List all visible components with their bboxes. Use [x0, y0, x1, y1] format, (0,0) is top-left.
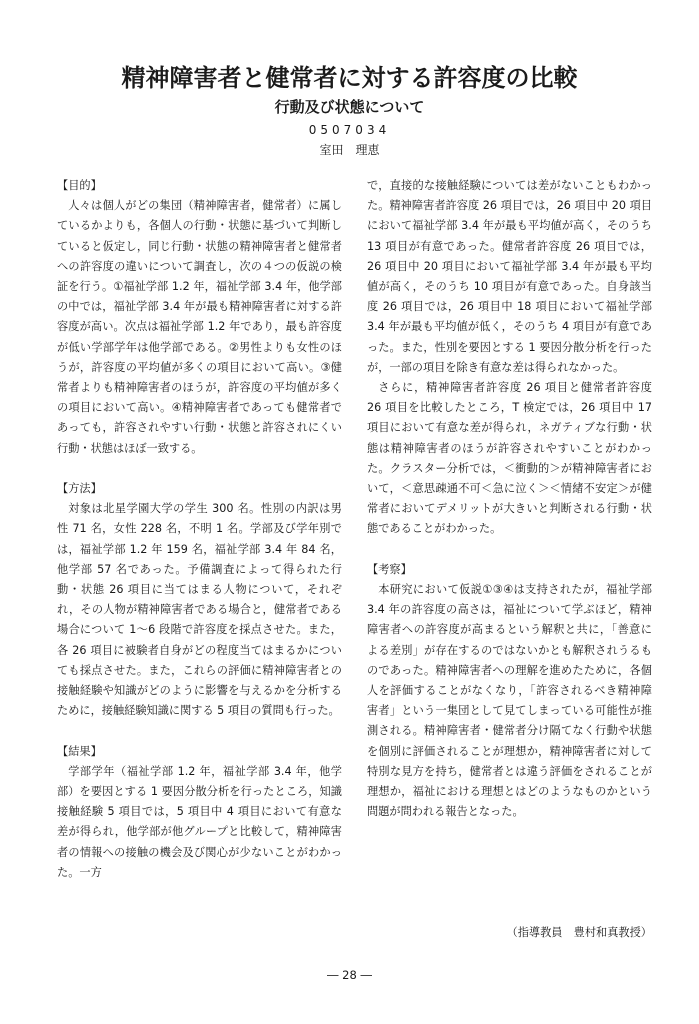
- left-column: [57, 176, 342, 883]
- method-section: [57, 479, 342, 721]
- section-gap: [57, 721, 342, 741]
- result-text: 学部学年（福祉学部 1.2 年，福祉学部 3.4 年，他学部）を要因とする 1 要因分散分析を行ったところ，知識接触経験 5 項目では，5 項目中 4 項目において有意な差が得られ，他学部が他グループと比較して，精神障害者の情報への接触の機会及び関心が少ないことがわかった。一方: [57, 764, 342, 879]
- paper-subtitle: 行動及び状態について: [274, 98, 425, 116]
- purpose-text: 人々は個人がどの集団（精神障害者，健常者）に属しているかよりも，各個人の行動・状態に基づいて判断していると仮定し，同じ行動・状態の精神障害者と健常者への許容度の違いについて調査し，次の４つの仮説の検証を行う。①福祉学部 1.2 年，福祉学部 3.4 年，他学部の中では，福祉学部 3.4 年が最も精神障害者に対する許容度が高い。次点は福祉学部 1.2 年であり，最も許容度が低い学部学年は他学部である。②男性よりも女性のほうが，許容度の平均値が多くの項目において高い。③健常者よりも精神障害者のほうが，許容度の平均値が多くの項目において高い。④精神障害者であっても健常者であっても，許容されやすい行動・状態と許容されにくい行動・状態はほぼ一致する。: [57, 199, 342, 455]
- result-continued: [367, 176, 652, 540]
- purpose-section: [57, 176, 342, 459]
- section-gap: [57, 459, 342, 479]
- purpose-heading: 【目的】: [57, 179, 102, 192]
- discussion-section: [367, 560, 652, 823]
- student-id: 0507034: [308, 123, 391, 137]
- method-heading: 【方法】: [57, 482, 102, 496]
- result-heading: 【結果】: [57, 744, 102, 758]
- paper-title: 精神障害者と健常者に対する許容度の比較: [121, 64, 578, 92]
- advisor-credit: （指導教員 豊村和真教授）: [506, 926, 652, 939]
- result-section: [57, 742, 342, 883]
- result-text-continued: で，直接的な接触経験については差がないこともわかった。精神障害者許容度 26 項目では，26 項目中 20 項目において福祉学部 3.4 年が最も平均値が高く，そのうち 13 項目が有意であった。健常者許容度 26 項目では，26 項目中 20 項目において福祉学部 3.4 年が最も平均値が高く，そのうち 10 項目が有意であった。自身該当度 26 項目では，26 項目中 18 項目において福祉学部 3.4 年が最も平均値が低く，そのうち 4 項目が有意であった。また，性別を要因とする 1 要因分散分析を行ったが，一部の項目を除き有意な差は得られなかった。: [367, 179, 652, 374]
- page-number: ― 28 ―: [327, 968, 372, 982]
- result-text-paragraph-2: さらに，精神障害者許容度 26 項目と健常者許容度 26 項目を比較したところ，T 検定では，26 項目中 17 項目において有意な差が得られ，ネガティブな行動・状態は精神障害者のほうが許容されやすいことがわかった。クラスター分析では，＜衝動的＞が精神障害者において，＜意思疎通不可＜急に泣く＞＜情緒不安定＞が健常者においてデメリットが大きいと判断される行動・状態であることがわかった。: [367, 381, 652, 536]
- method-text: 対象は北星学園大学の学生 300 名。性別の内訳は男性 71 名，女性 228 名，不明 1 名。学部及び学年別では，福祉学部 1.2 年 159 名，福祉学部 3.4 年 84 名，他学部 57 名であった。予備調査によって得られた行動・状態 26 項目に当てはまる人物について，それぞれ，その人物が精神障害者である場合と，健常者である場合について 1～6 段階で許容度を採点させた。また，各 26 項目に被験者自身がどの程度当てはまるかについても採点させた。また，これらの評価に精神障害者との接触経験や知識がどのように影響を与えるかを分析するために，接触経験知識に関する 5 項目の質問も行った。: [57, 502, 342, 718]
- section-gap: [367, 540, 652, 560]
- discussion-text: 本研究において仮説①③④は支持されたが，福祉学部 3.4 年の許容度の高さは，福祉について学ぶほど，精神障害者への許容度が高まるという解釈と共に，「善意による差別」が存在するのではないかとも解釈されうるものであった。精神障害者への理解を進めたために，各個人を評価することがなくなり，「許容されるべき精神障害者」という一集団として見てしまっている可能性が推測される。精神障害者・健常者分け隔てなく行動や状態を個別に評価されることが理想か，精神障害者に対して特別な見方を持ち，健常者とは違う評価をされることが理想か，福祉における理想とはどのようなものかという問題が問われる報告となった。: [367, 583, 652, 819]
- author-name: 室田 理恵: [319, 143, 380, 157]
- right-column: [367, 176, 652, 822]
- discussion-heading: 【考察】: [367, 562, 412, 576]
